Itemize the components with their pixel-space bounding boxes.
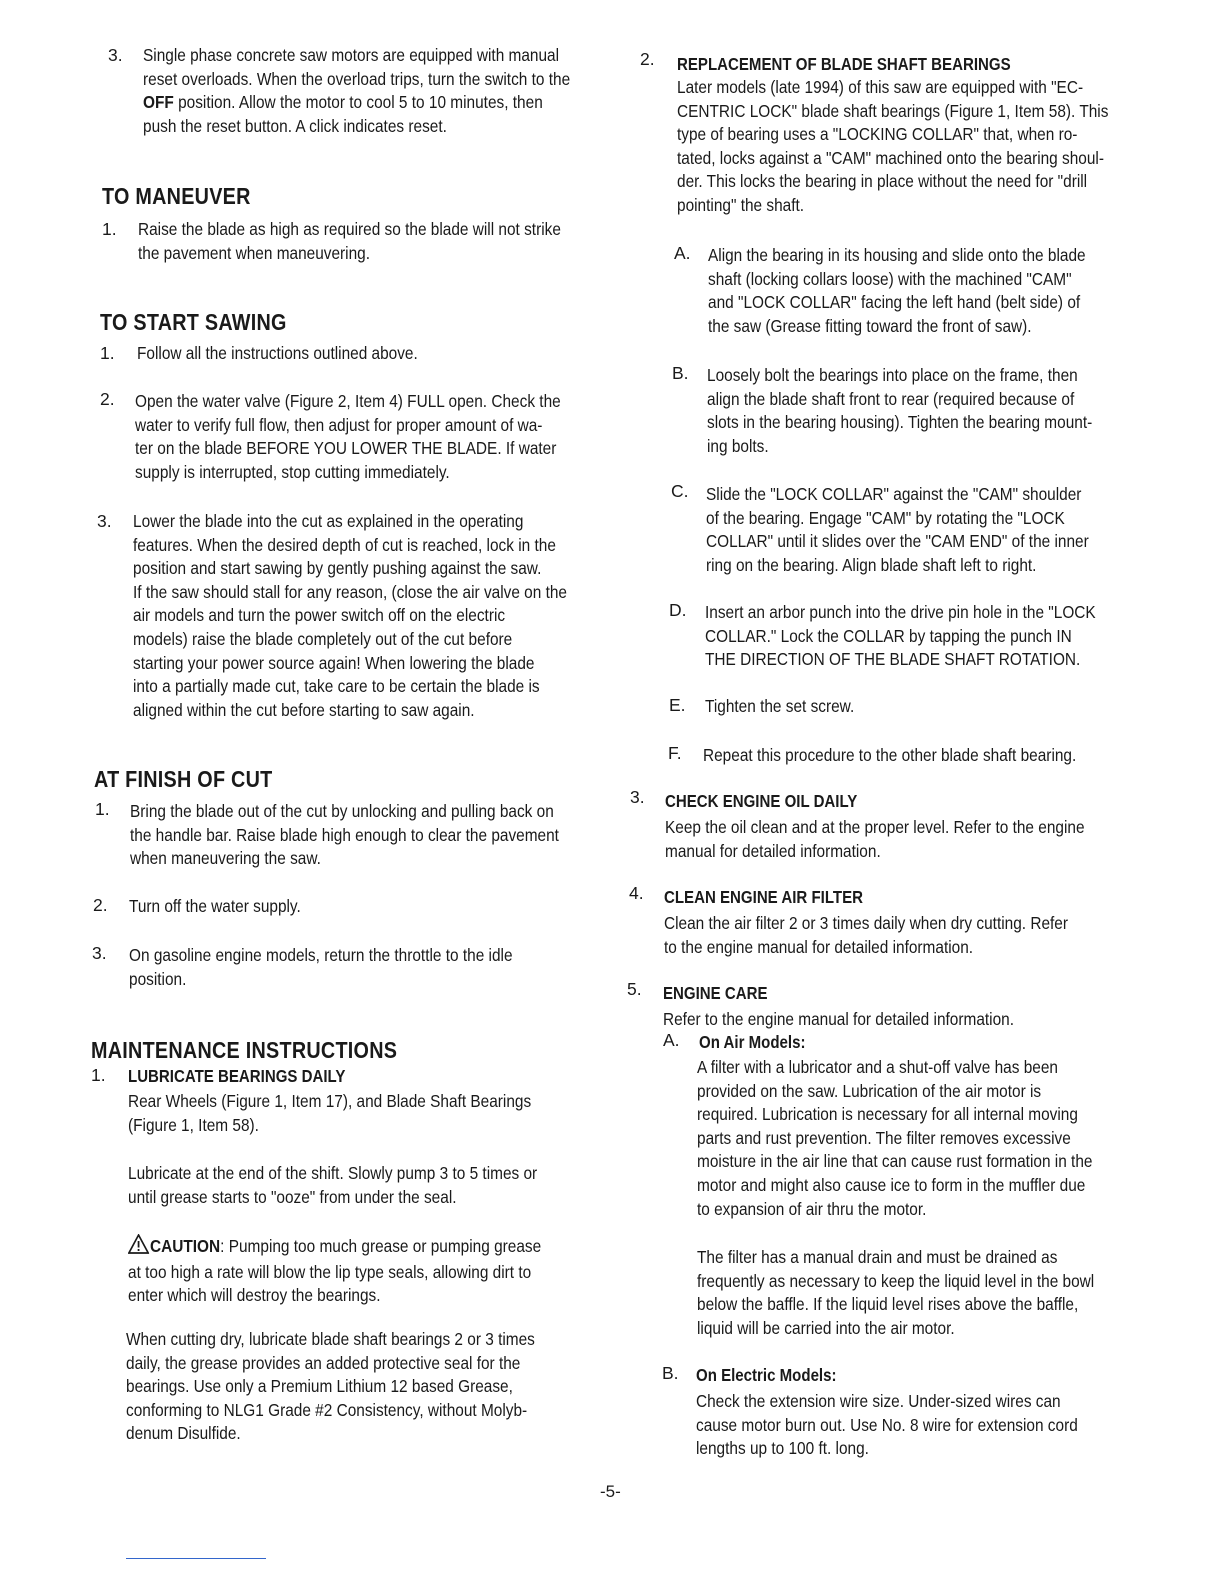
subheading-lubricate: LUBRICATE BEARINGS DAILY	[128, 1066, 346, 1086]
lubricate-paragraph-2: Lubricate at the end of the shift. Slowly pump 3 to 5 times or until grease starts to "ooze" from under the seal.	[128, 1163, 538, 1207]
footer-rule	[126, 1558, 266, 1559]
list-number: 1.	[95, 799, 110, 819]
subheading-air-filter: CLEAN ENGINE AIR FILTER	[664, 887, 863, 907]
step-letter: F.	[668, 743, 682, 763]
engine-care-intro: Refer to the engine manual for detailed information.	[663, 1009, 1014, 1029]
maneuver-paragraph: Raise the blade as high as required so the blade will not strike the pavement when maneuvering.	[138, 219, 561, 263]
subheading-replacement-bearings: REPLACEMENT OF BLADE SHAFT BEARINGS	[677, 54, 1011, 74]
start-step-2: Open the water valve (Figure 2, Item 4) FULL open. Check the water to verify full flow, then adjust for proper amount of wa- ter on the blade BEFORE YOU LOWER THE BLADE. If water supply is interrupted, stop cutting immediately.	[135, 391, 561, 482]
list-number: 1.	[91, 1065, 106, 1085]
list-number: 2.	[640, 49, 655, 69]
page-number: -5-	[600, 1482, 621, 1501]
list-number: 4.	[629, 883, 644, 903]
check-oil-paragraph: Keep the oil clean and at the proper level. Refer to the engine manual for detailed information.	[665, 817, 1085, 861]
step-b: Loosely bolt the bearings into place on the frame, then align the blade shaft front to rear (required because of slots in the bearing housing). Tighten the bearing mount- ing bolts.	[707, 365, 1093, 456]
step-e: Tighten the set screw.	[705, 696, 855, 716]
step-letter: A.	[663, 1030, 680, 1050]
replacement-intro: Later models (late 1994) of this saw are equipped with "EC- CENTRIC LOCK" blade shaft bearings (Figure 1, Item 58). This type of bearing uses a "LOCKING COLLAR" that, when ro- tated, locks against a "CAM" machined onto the bearing shoul- der. This locks the bearing in place without the need for "drill pointing" the shaft.	[677, 77, 1109, 215]
start-step-3: Lower the blade into the cut as explained in the operating features. When the desired depth of cut is reached, lock in the position and start sawing by gently pushing against the saw. If the saw should stall for any reason, (close the air valve on the air models and turn the power switch off on the electric models) raise the blade completely out of the cut before starting your power source again! When lowering the blade into a partially made cut, take care to be certain the blade is aligned within the cut before starting to saw again.	[133, 511, 568, 720]
air-filter-paragraph: Clean the air filter 2 or 3 times daily when dry cutting. Refer to the engine manual for detailed information.	[664, 913, 1069, 957]
finish-step-1: Bring the blade out of the cut by unlocking and pulling back on the handle bar. Raise blade high enough to clear the pavement when maneuvering the saw.	[130, 801, 559, 869]
list-number: 1.	[100, 343, 115, 363]
list-number: 1.	[102, 219, 117, 239]
step-letter: B.	[662, 1363, 679, 1383]
air-models-paragraph-1: A filter with a lubricator and a shut-off valve has been provided on the saw. Lubrication of the air motor is required. Lubrication is necessary for all internal moving parts and rust prevention. The filter removes excessive moisture in the air line that can cause rust formation in the motor and might also cause ice to form in the muffler due to expansion of air thru the motor.	[697, 1057, 1093, 1219]
step-letter: E.	[669, 695, 686, 715]
step-letter: A.	[674, 243, 691, 263]
finish-step-2: Turn off the water supply.	[129, 896, 301, 916]
warning-triangle-icon	[128, 1234, 149, 1261]
lubricate-paragraph-1: Rear Wheels (Figure 1, Item 17), and Blade Shaft Bearings (Figure 1, Item 58).	[128, 1091, 532, 1135]
step-c: Slide the "LOCK COLLAR" against the "CAM" shoulder of the bearing. Engage "CAM" by rotating the "LOCK COLLAR" until it slides over the "CAM END" of the inner ring on the bearing. Align blade shaft left to right.	[706, 484, 1089, 575]
list-number: 3.	[97, 511, 112, 531]
section-heading-maneuver: TO MANEUVER	[102, 183, 251, 209]
list-number: 5.	[627, 979, 642, 999]
list-number: 2.	[93, 895, 108, 915]
subheading-check-oil: CHECK ENGINE OIL DAILY	[665, 791, 858, 811]
caution-paragraph: CAUTION: Pumping too much grease or pumping grease at too high a rate will blow the lip type seals, allowing dirt to enter which will destroy the bearings.	[128, 1236, 542, 1306]
list-number: 2.	[100, 389, 115, 409]
section-heading-finish: AT FINISH OF CUT	[94, 766, 273, 792]
caution-label: CAUTION	[150, 1236, 221, 1256]
electric-models-paragraph: Check the extension wire size. Under-sized wires can cause motor burn out. Use No. 8 wire for extension cord lengths up to 100 ft. long.	[696, 1391, 1078, 1459]
subheading-electric-models: On Electric Models:	[696, 1365, 837, 1385]
section-heading-start-sawing: TO START SAWING	[100, 309, 287, 335]
step-letter: B.	[672, 363, 689, 383]
list-number: 3.	[630, 787, 645, 807]
step-letter: D.	[669, 600, 687, 620]
list-number: 3.	[92, 943, 107, 963]
overload-paragraph: Single phase concrete saw motors are equipped with manual reset overloads. When the overload trips, turn the switch to the OFF position. Allow the motor to cool 5 to 10 minutes, then push the reset button. A click indicates reset.	[143, 45, 571, 136]
lubricate-paragraph-3: When cutting dry, lubricate blade shaft bearings 2 or 3 times daily, the grease provides an added protective seal for the bearings. Use only a Premium Lithium 12 based Grease, conforming to NLG1 Grade #2 Consistency, without Molyb- denum Disulfide.	[126, 1329, 535, 1444]
step-letter: C.	[671, 481, 689, 501]
list-number: 3.	[108, 45, 123, 65]
step-d: Insert an arbor punch into the drive pin hole in the "LOCK COLLAR." Lock the COLLAR by tapping the punch IN THE DIRECTION OF THE BLADE SHAFT ROTATION.	[705, 602, 1096, 670]
air-models-paragraph-2: The filter has a manual drain and must be drained as frequently as necessary to keep the liquid level in the bowl below the baffle. If the liquid level rises above the baffle, liquid will be carried into the air motor.	[697, 1247, 1095, 1338]
section-heading-maintenance: MAINTENANCE INSTRUCTIONS	[91, 1037, 398, 1063]
step-f: Repeat this procedure to the other blade shaft bearing.	[703, 745, 1077, 765]
finish-step-3: On gasoline engine models, return the throttle to the idle position.	[129, 945, 513, 989]
subheading-engine-care: ENGINE CARE	[663, 983, 768, 1003]
step-a: Align the bearing in its housing and slide onto the blade shaft (locking collars loose) with the machined "CAM" and "LOCK COLLAR" facing the left hand (belt side) of the saw (Grease fitting toward the front of saw).	[708, 245, 1086, 336]
start-step-1: Follow all the instructions outlined above.	[137, 343, 418, 363]
subheading-air-models: On Air Models:	[699, 1032, 806, 1052]
